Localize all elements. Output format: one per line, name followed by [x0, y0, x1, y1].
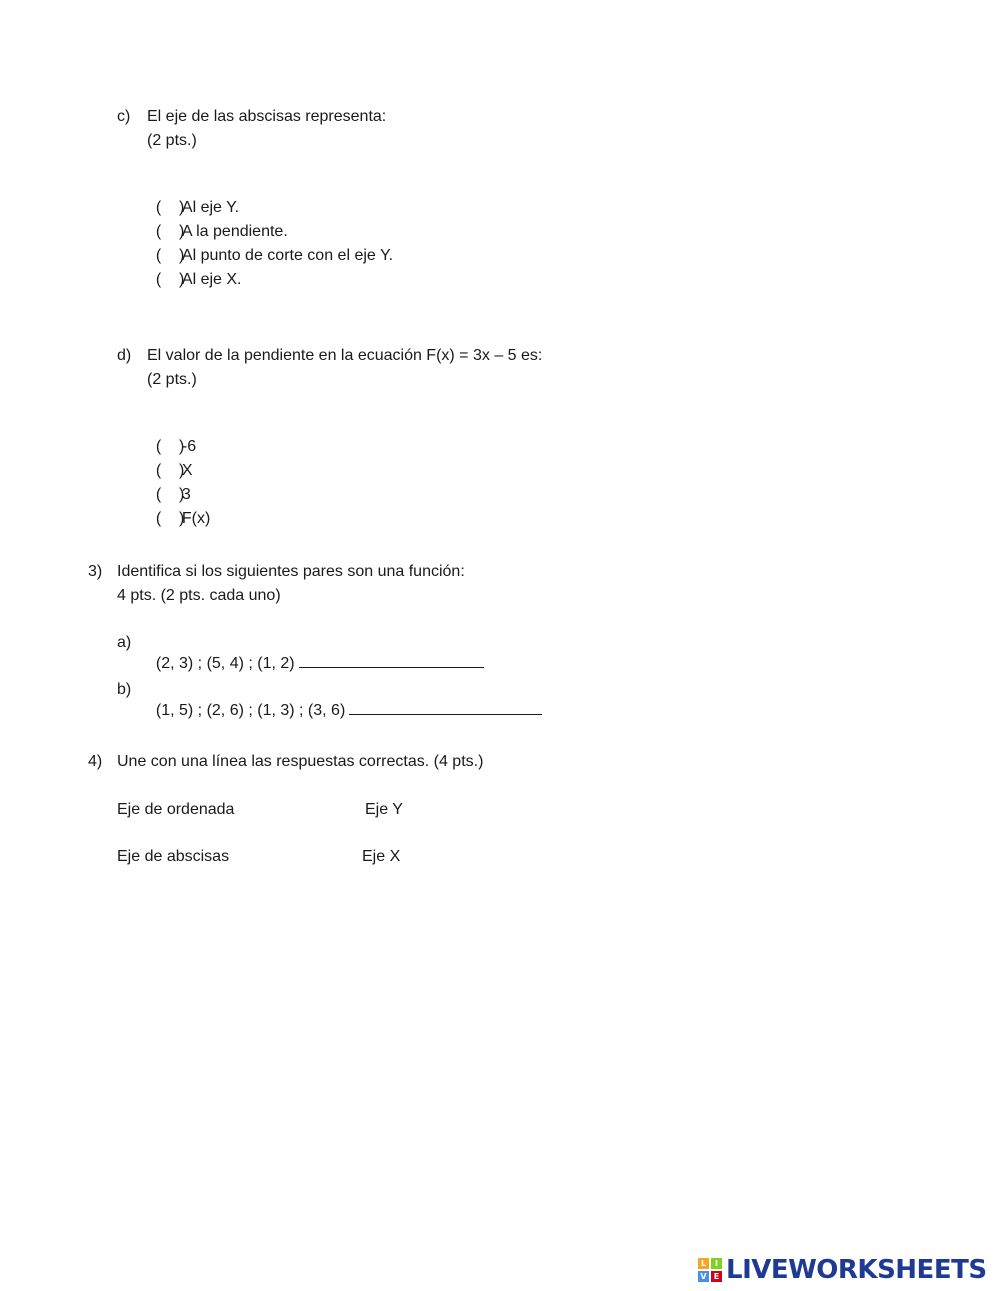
match-left-2[interactable]: Eje de abscisas [117, 848, 230, 865]
question-d-points: (2 pts.) [147, 371, 197, 388]
match-right-1[interactable]: Eje Y [365, 801, 403, 818]
answer-3a-blank[interactable] [299, 653, 484, 668]
option-text: -6 [181, 438, 197, 455]
answer-box[interactable]: ( ) [155, 438, 185, 455]
question-4-number: 4) [88, 753, 103, 770]
question-3a-label: a) [117, 634, 132, 651]
answer-box[interactable]: ( ) [155, 486, 185, 503]
match-right-2[interactable]: Eje X [362, 848, 401, 865]
answer-box[interactable]: ( ) [155, 510, 185, 527]
question-3-number: 3) [88, 563, 103, 580]
liveworksheets-logo [698, 1256, 987, 1284]
question-3-points: 4 pts. (2 pts. cada uno) [117, 587, 281, 604]
answer-box[interactable]: ( ) [155, 462, 185, 479]
answer-3b-blank[interactable] [349, 700, 542, 715]
answer-box[interactable]: ( ) [155, 271, 185, 288]
question-3-text: Identifica si los siguientes pares son una función: [117, 563, 465, 580]
match-left-1[interactable]: Eje de ordenada [117, 801, 235, 818]
question-3b-pairs: (1, 5) ; (2, 6) ; (1, 3) ; (3, 6) [155, 702, 346, 719]
logo-letter-v: V [698, 1271, 709, 1282]
question-4-text: Une con una línea las respuestas correctas. (4 pts.) [117, 753, 484, 770]
question-3a-row [147, 633, 484, 674]
logo-letter-e: E [711, 1271, 722, 1282]
option-text: X [181, 462, 193, 479]
answer-box[interactable]: ( ) [155, 223, 185, 240]
question-3a-pairs: (2, 3) ; (5, 4) ; (1, 2) [155, 655, 295, 672]
question-c-points: (2 pts.) [147, 132, 197, 149]
option-text: Al eje Y. [181, 199, 240, 216]
answer-box[interactable]: ( ) [155, 247, 185, 264]
option-text: Al punto de corte con el eje Y. [181, 247, 394, 264]
option-text: A la pendiente. [181, 223, 288, 240]
logo-letter-i: I [711, 1258, 722, 1269]
option-text: 3 [181, 486, 191, 503]
question-3b-label: b) [117, 681, 132, 698]
question-c-text: El eje de las abscisas representa: [147, 108, 387, 125]
question-3b-row [147, 680, 542, 721]
logo-letter-l: L [698, 1258, 709, 1269]
answer-box[interactable]: ( ) [155, 199, 185, 216]
question-d-text: El valor de la pendiente en la ecuación F(x) = 3x – 5 es: [147, 347, 543, 364]
option-text: Al eje X. [181, 271, 242, 288]
logo-text: LIVEWORKSHEETS [726, 1255, 987, 1285]
question-d-label: d) [117, 347, 132, 364]
question-c-label: c) [117, 108, 131, 125]
option-text: F(x) [181, 510, 211, 527]
logo-mark-icon [698, 1258, 722, 1282]
option-d-4[interactable] [147, 489, 210, 529]
option-c-4[interactable] [147, 250, 241, 290]
